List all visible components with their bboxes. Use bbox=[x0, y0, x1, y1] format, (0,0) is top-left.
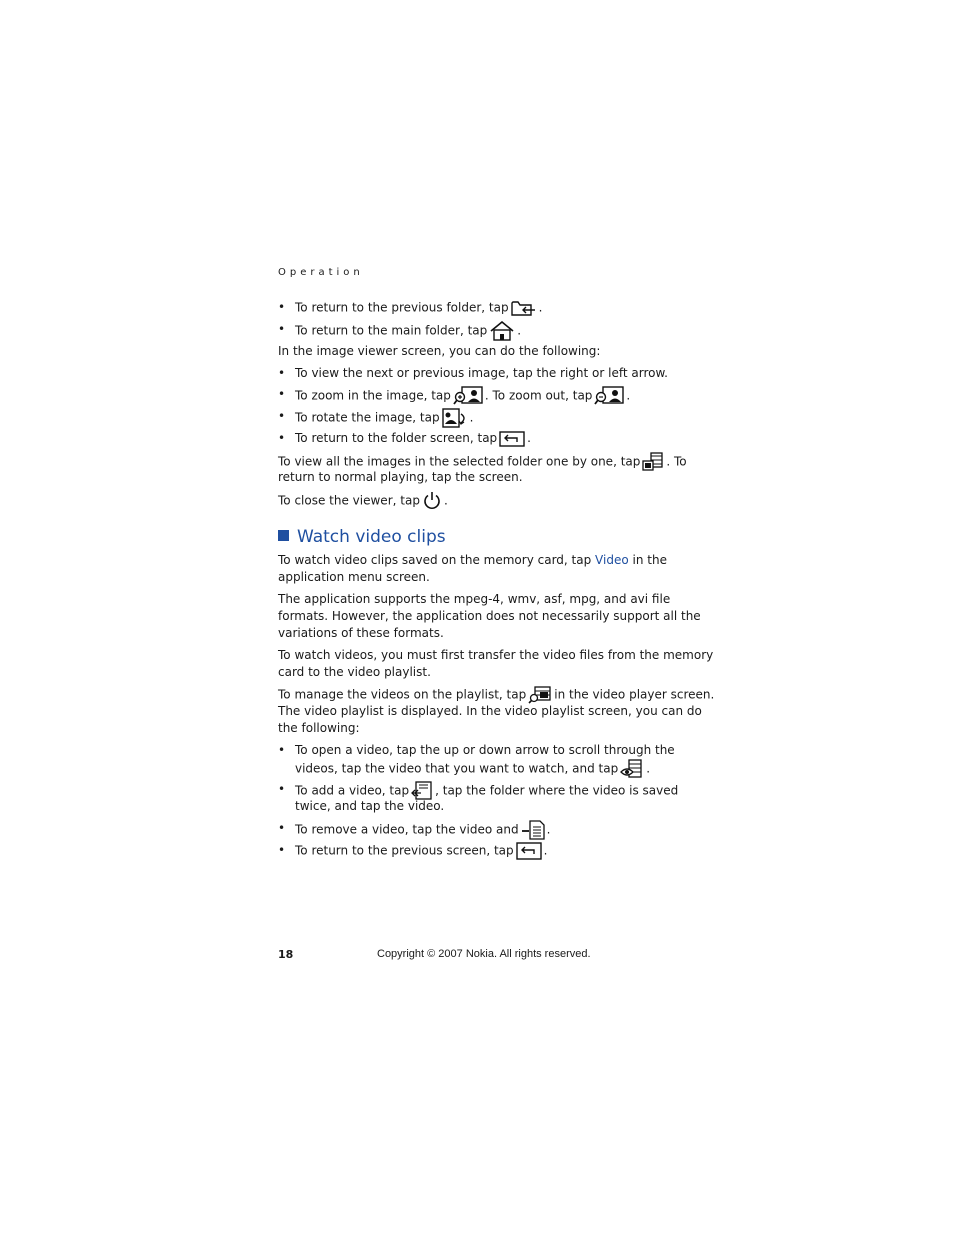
paragraph-line: application menu screen. bbox=[278, 570, 430, 584]
paragraph-line: variations of these formats. bbox=[278, 626, 444, 640]
paragraph: To watch video clips saved on the memory card, tap Video in the bbox=[278, 553, 667, 567]
section-label: Operation bbox=[278, 267, 364, 278]
bullet: • bbox=[278, 743, 286, 757]
paragraph-line: return to normal playing, tap the screen. bbox=[278, 470, 523, 484]
playlist-icon bbox=[528, 686, 552, 704]
power-icon bbox=[422, 491, 442, 511]
slideshow-icon bbox=[642, 452, 664, 472]
paragraph-line: formats. However, the application does not necessarily support all the bbox=[278, 609, 701, 623]
bullet: • bbox=[278, 431, 286, 445]
previous-folder-icon bbox=[511, 299, 537, 317]
paragraph-line: To watch videos, you must first transfer the video files from the memory bbox=[278, 648, 714, 662]
bullet: • bbox=[278, 366, 286, 380]
bullet: • bbox=[278, 387, 286, 401]
list-item: • To return to the previous folder, tap . bbox=[278, 299, 678, 317]
bullet: • bbox=[278, 843, 286, 857]
video-link[interactable]: Video bbox=[595, 553, 629, 567]
paragraph-line: The application supports the mpeg-4, wmv, asf, mpg, and avi file bbox=[278, 592, 671, 606]
list-item: • To add a video, tap , tap the folder where the video is saved twice, and tap the video. bbox=[278, 782, 679, 813]
play-video-icon bbox=[620, 759, 644, 779]
back-to-folder-icon bbox=[499, 431, 525, 447]
list-item: • To zoom in the image, tap . To zoom out, tap . bbox=[278, 386, 678, 406]
paragraph-line: The video playlist is displayed. In the video playlist screen, you can do bbox=[278, 704, 702, 718]
list-item: • To return to the main folder, tap . bbox=[278, 321, 678, 339]
copyright: Copyright © 2007 Nokia. All rights reserved. bbox=[377, 948, 591, 960]
zoom-out-icon bbox=[594, 386, 624, 406]
section-heading: Watch video clips bbox=[278, 527, 446, 547]
list-item: • To view the next or previous image, tap the right or left arrow. bbox=[278, 366, 668, 380]
home-folder-icon bbox=[489, 321, 515, 341]
page-number: 18 bbox=[278, 948, 294, 961]
paragraph: To close the viewer, tap . bbox=[278, 491, 448, 511]
zoom-in-icon bbox=[453, 386, 483, 406]
back-icon bbox=[516, 842, 542, 860]
list-item: • To open a video, tap the up or down arrow to scroll through the videos, tap the video that you want to watch, and tap . bbox=[278, 742, 678, 778]
bullet: • bbox=[278, 322, 286, 336]
bullet: • bbox=[278, 300, 286, 314]
list-item: • To rotate the image, tap . bbox=[278, 408, 678, 428]
rotate-icon bbox=[442, 408, 468, 428]
paragraph: To manage the videos on the playlist, tap in the video player screen. bbox=[278, 686, 714, 704]
heading-square-icon bbox=[278, 530, 289, 541]
paragraph: In the image viewer screen, you can do the following: bbox=[278, 344, 601, 358]
list-item: • To return to the previous screen, tap . bbox=[278, 842, 678, 860]
remove-video-icon bbox=[521, 820, 545, 840]
bullet: • bbox=[278, 409, 286, 423]
paragraph-line: the following: bbox=[278, 721, 360, 735]
paragraph: To view all the images in the selected folder one by one, tap . To bbox=[278, 452, 687, 472]
list-item: • To return to the folder screen, tap . bbox=[278, 431, 531, 445]
bullet: • bbox=[278, 782, 286, 796]
paragraph-line: card to the video playlist. bbox=[278, 665, 431, 679]
list-item: • To remove a video, tap the video and . bbox=[278, 820, 678, 840]
bullet: • bbox=[278, 821, 286, 835]
